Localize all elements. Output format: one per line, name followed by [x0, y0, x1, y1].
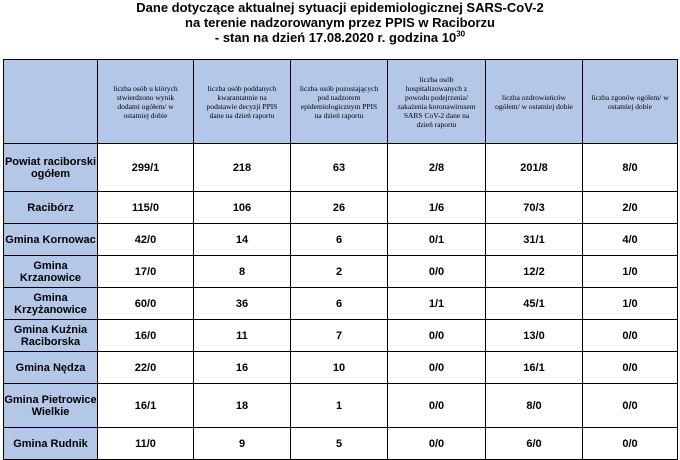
quarantine-cell: 18: [194, 384, 291, 428]
recovered-cell: 70/3: [486, 192, 583, 224]
positive-cell: 60/0: [98, 288, 194, 320]
table-row: [4, 224, 678, 256]
hospitalized-cell: 0/0: [388, 320, 486, 352]
recovered-cell: 12/2: [486, 256, 583, 288]
quarantine-cell: 11: [194, 320, 291, 352]
table-row: [4, 320, 678, 352]
header-recovered: liczba ozdrowieńców ogółem/ w ostatniej dobie: [486, 60, 583, 144]
deaths-cell: 0/0: [583, 428, 678, 460]
table-row: [4, 192, 678, 224]
quarantine-cell: 16: [194, 352, 291, 384]
recovered-cell: 8/0: [486, 384, 583, 428]
hospitalized-cell: 0/0: [388, 352, 486, 384]
supervision-cell: 63: [291, 144, 388, 192]
supervision-cell: 26: [291, 192, 388, 224]
hospitalized-cell: 2/8: [388, 144, 486, 192]
header-positive: liczba osób u których stwierdzono wynik dodatni ogółem/ w ostatniej dobie: [98, 60, 194, 144]
supervision-cell: 2: [291, 256, 388, 288]
positive-cell: 115/0: [98, 192, 194, 224]
hospitalized-cell: 0/0: [388, 428, 486, 460]
region-name: Gmina Krzanowice: [4, 256, 98, 288]
table-row: [4, 288, 678, 320]
deaths-cell: 0/0: [583, 352, 678, 384]
quarantine-cell: 218: [194, 144, 291, 192]
table-row: [4, 144, 678, 192]
region-name: Racibórz: [4, 192, 98, 224]
positive-cell: 16/0: [98, 320, 194, 352]
quarantine-cell: 14: [194, 224, 291, 256]
recovered-cell: 16/1: [486, 352, 583, 384]
region-name: Gmina Krzyżanowice: [4, 288, 98, 320]
deaths-cell: 4/0: [583, 224, 678, 256]
region-name: Gmina Rudnik: [4, 428, 98, 460]
quarantine-cell: 106: [194, 192, 291, 224]
table-row: [4, 384, 678, 428]
recovered-cell: 45/1: [486, 288, 583, 320]
region-name: Gmina Pietrowice Wielkie: [4, 384, 98, 428]
hospitalized-cell: 1/6: [388, 192, 486, 224]
deaths-cell: 1/0: [583, 256, 678, 288]
epidemiological-table: [3, 59, 678, 460]
deaths-cell: 0/0: [583, 384, 678, 428]
table-header-row: [4, 60, 678, 144]
table-row: [4, 428, 678, 460]
header-region: [4, 60, 98, 144]
title-line-3-text: - stan na dzień 17.08.2020 r. godzina 10: [214, 30, 457, 45]
quarantine-cell: 9: [194, 428, 291, 460]
table-row: [4, 352, 678, 384]
header-quarantine: liczba osób poddanych kwarantannie na podstawie decyzji PPIS dane na dzień raportu: [194, 60, 291, 144]
region-name: Gmina Kuźnia Raciborska: [4, 320, 98, 352]
deaths-cell: 0/0: [583, 320, 678, 352]
deaths-cell: 8/0: [583, 144, 678, 192]
supervision-cell: 7: [291, 320, 388, 352]
title-line-1: Dane dotyczące aktualnej sytuacji epidemiologicznej SARS-CoV-2: [136, 0, 544, 15]
hospitalized-cell: 0/0: [388, 384, 486, 428]
quarantine-cell: 36: [194, 288, 291, 320]
hospitalized-cell: 1/1: [388, 288, 486, 320]
quarantine-cell: 8: [194, 256, 291, 288]
supervision-cell: 10: [291, 352, 388, 384]
region-name: Powiat raciborski ogółem: [4, 144, 98, 192]
positive-cell: 42/0: [98, 224, 194, 256]
recovered-cell: 201/8: [486, 144, 583, 192]
region-name: Gmina Nędza: [4, 352, 98, 384]
header-supervision: liczba osób pozostających pod nadzorem epidemiologicznym PPIS na dzień raportu: [291, 60, 388, 144]
positive-cell: 22/0: [98, 352, 194, 384]
title-line-3: [0, 30, 680, 45]
recovered-cell: 6/0: [486, 428, 583, 460]
deaths-cell: 2/0: [583, 192, 678, 224]
region-name: Gmina Kornowac: [4, 224, 98, 256]
report-title: [0, 0, 680, 45]
header-hospitalized: liczba osób hospitalizowanych z powodu podejrzenia/ zakażenia koronawirusem SARS CoV-2 dane na dzień raportu: [388, 60, 486, 144]
supervision-cell: 5: [291, 428, 388, 460]
hospitalized-cell: 0/1: [388, 224, 486, 256]
deaths-cell: 1/0: [583, 288, 678, 320]
positive-cell: 16/1: [98, 384, 194, 428]
recovered-cell: 13/0: [486, 320, 583, 352]
positive-cell: 299/1: [98, 144, 194, 192]
recovered-cell: 31/1: [486, 224, 583, 256]
table-row: [4, 256, 678, 288]
supervision-cell: 6: [291, 288, 388, 320]
header-deaths: liczba zgonów ogółem/ w ostatniej dobie: [583, 60, 678, 144]
supervision-cell: 1: [291, 384, 388, 428]
positive-cell: 11/0: [98, 428, 194, 460]
title-hour-minutes: 30: [456, 29, 466, 39]
title-line-2: na terenie nadzorowanym przez PPIS w Raciborzu: [185, 15, 495, 30]
hospitalized-cell: 0/0: [388, 256, 486, 288]
supervision-cell: 6: [291, 224, 388, 256]
positive-cell: 17/0: [98, 256, 194, 288]
